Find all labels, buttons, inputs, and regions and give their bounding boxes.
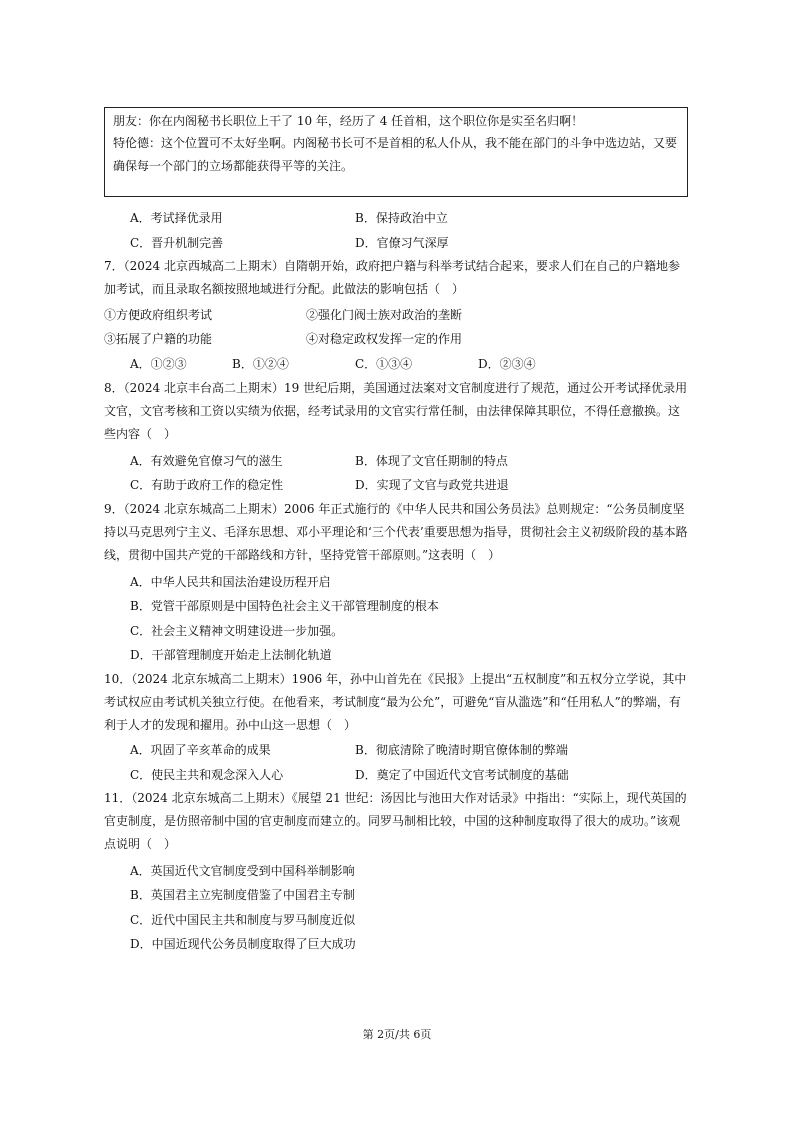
q10-option-b: B．彻底清除了晚清时期官僚体制的弊端 xyxy=(355,743,568,757)
q10-option-a: A．巩固了辛亥革命的成果 xyxy=(130,743,271,757)
page-number-footer: 第 2页/共 6页 xyxy=(362,1028,432,1041)
q7-option-a: A．①②③ xyxy=(130,357,187,371)
q10-option-d: D．奠定了中国近代文官考试制度的基础 xyxy=(355,768,569,782)
q6-option-a: A．考试择优录用 xyxy=(130,211,223,225)
q6-option-d: D．官僚习气深厚 xyxy=(355,236,449,250)
q11-option-c: C．近代中国民主共和制度与罗马制度近似 xyxy=(130,913,356,927)
q10-stem: 10．（2024 北京东城高二上期末）1906 年，孙中山首先在《民报》上提出“五权制度”和五权分立学说，其中考试权应由考试机关独立行使。在他看来，考试制度“最为公允”，可避免“盲从滥选”和“任用私人”的弊端，有利于人才的发现和擢用。孙中山这一思想（ ） xyxy=(104,672,687,732)
q11-stem: 11．（2024 北京东城高二上期末）《展望 21 世纪：汤因比与池田大作对话录》中指出：“实际上，现代英国的官吏制度，是仿照帝制中国的官吏制度而建立的。同罗马制相比较，中国的这种制度取得了很大的成功。”该观点说明（ ） xyxy=(104,791,687,851)
q6-option-b: B．保持政治中立 xyxy=(355,211,448,225)
q9-option-d: D．干部管理制度开始走上法制化轨道 xyxy=(130,648,332,662)
dialogue-line-friend: 朋友：你在内阁秘书长职位上干了 10 年，经历了 4 任首相，这个职位你是实至名归啊！ xyxy=(113,114,584,128)
q7-statement-2: ②强化门阀士族对政治的垄断 xyxy=(306,308,463,322)
dialogue-line-trend: 特伦德：这个位置可不太好坐啊。内阁秘书长可不是首相的私人仆从，我不能在部门的斗争中选边站，又要确保每一个部门的立场都能获得平等的关注。 xyxy=(113,136,678,173)
q7-stem: 7．（2024 北京西城高二上期末）自隋朝开始，政府把户籍与科举考试结合起来，要求人们在自己的户籍地参加考试，而且录取名额按照地域进行分配。此做法的影响包括（ ） xyxy=(104,259,680,296)
q8-stem: 8．（2024 北京丰台高二上期末）19 世纪后期，美国通过法案对文官制度进行了规范，通过公开考试择优录用文官，文官考核和工资以实绩为依据，经考试录用的文官实行常任制，由法律保障其职位，不得任意撤换。这些内容（ ） xyxy=(104,381,688,441)
q8-option-d: D．实现了文官与政党共进退 xyxy=(355,478,509,492)
q9-option-c: C．社会主义精神文明建设进一步加强。 xyxy=(130,624,344,638)
q8-option-b: B．体现了文官任期制的特点 xyxy=(355,454,508,468)
q11-option-b: B．英国君主立宪制度借鉴了中国君主专制 xyxy=(130,888,355,902)
q10-option-c: C．使民主共和观念深入人心 xyxy=(130,768,284,782)
q7-statement-4: ④对稳定政权发挥一定的作用 xyxy=(306,332,463,346)
q11-option-d: D．中国近现代公务员制度取得了巨大成功 xyxy=(130,937,356,951)
q7-statement-1: ①方便政府组织考试 xyxy=(104,308,213,322)
q7-option-c: C．①③④ xyxy=(355,357,413,371)
q11-option-a: A．英国近代文官制度受到中国科举制影响 xyxy=(130,864,355,878)
q9-stem: 9．（2024 北京东城高二上期末）2006 年正式施行的《中华人民共和国公务员法》总则规定：“公务员制度坚持以马克思列宁主义、毛泽东思想、邓小平理论和‘三个代表’重要思想为指导，贯彻社会主义初级阶段的基本路线，贯彻中国共产党的干部路线和方针，坚持党管干部原则。”这表明（ ） xyxy=(104,502,688,562)
q7-statement-3: ③拓展了户籍的功能 xyxy=(104,332,213,346)
q9-option-a: A．中华人民共和国法治建设历程开启 xyxy=(130,575,331,589)
q8-option-c: C．有助于政府工作的稳定性 xyxy=(130,478,284,492)
q7-option-b: B．①②④ xyxy=(232,357,289,371)
q9-option-b: B．党管干部原则是中国特色社会主义干部管理制度的根本 xyxy=(130,599,439,613)
q7-option-d: D．②③④ xyxy=(478,357,536,371)
q8-option-a: A．有效避免官僚习气的滋生 xyxy=(130,454,283,468)
q6-option-c: C．晋升机制完善 xyxy=(130,236,224,250)
dialogue-box xyxy=(104,107,688,197)
